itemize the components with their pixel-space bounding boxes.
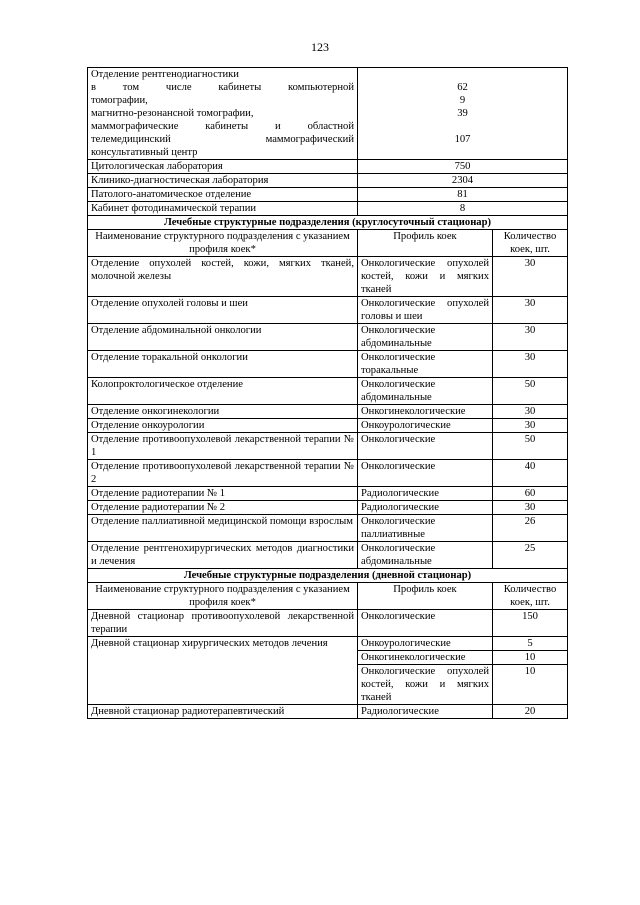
unit-name: Отделение онкоурологии bbox=[88, 419, 358, 433]
bed-count: 30 bbox=[493, 419, 568, 433]
unit-name: Кабинет фотодинамической терапии bbox=[88, 202, 358, 216]
unit-name-line: магнитно-резонансной томографии, bbox=[91, 108, 254, 119]
unit-name: Отделение противоопухолевой лекарственной терапии № 2 bbox=[88, 460, 358, 487]
table-row bbox=[88, 501, 568, 515]
unit-value-line bbox=[361, 146, 564, 159]
bed-count: 30 bbox=[493, 351, 568, 378]
table-row bbox=[88, 257, 568, 297]
bed-count: 150 bbox=[493, 610, 568, 637]
table-row bbox=[88, 705, 568, 719]
bed-profile: Онкологические паллиативные bbox=[358, 515, 493, 542]
table-row bbox=[88, 433, 568, 460]
bed-profile: Онкологические bbox=[358, 610, 493, 637]
unit-name: Дневной стационар противоопухолевой лекарственной терапии bbox=[88, 610, 358, 637]
unit-name: Отделение рентгенохирургических методов диагностики и лечения bbox=[88, 542, 358, 569]
table-row bbox=[88, 637, 568, 651]
header-row bbox=[88, 230, 568, 257]
table-row bbox=[88, 216, 568, 230]
table-row bbox=[88, 487, 568, 501]
unit-value: 2304 bbox=[358, 174, 568, 188]
table-row bbox=[88, 202, 568, 216]
bed-count: 30 bbox=[493, 501, 568, 515]
table-row bbox=[88, 460, 568, 487]
bed-profile: Онкологические торакальные bbox=[358, 351, 493, 378]
table-row bbox=[88, 324, 568, 351]
unit-value-line bbox=[361, 120, 564, 133]
column-header-profile: Профиль коек bbox=[358, 230, 493, 257]
table-row bbox=[88, 68, 568, 160]
bed-count: 50 bbox=[493, 378, 568, 405]
unit-name: Отделение радиотерапии № 2 bbox=[88, 501, 358, 515]
bed-count: 50 bbox=[493, 433, 568, 460]
table-row bbox=[88, 378, 568, 405]
bed-profile: Онкогинекологические bbox=[358, 405, 493, 419]
unit-name: Отделение абдоминальной онкологии bbox=[88, 324, 358, 351]
table-row bbox=[88, 174, 568, 188]
unit-name: Цитологическая лаборатория bbox=[88, 160, 358, 174]
unit-value-line: 39 bbox=[457, 108, 468, 119]
table-row bbox=[88, 542, 568, 569]
bed-profile: Онкологические абдоминальные bbox=[358, 542, 493, 569]
unit-name: Дневной стационар радиотерапевтический bbox=[88, 705, 358, 719]
structure-table bbox=[87, 67, 568, 719]
bed-profile: Онкологические опухолей костей, кожи и мягких тканей bbox=[358, 665, 493, 705]
bed-count: 5 bbox=[493, 637, 568, 651]
unit-name: Колопроктологическое отделение bbox=[88, 378, 358, 405]
bed-count: 10 bbox=[493, 665, 568, 705]
unit-value-line: 62 bbox=[457, 82, 468, 93]
unit-value: 8 bbox=[358, 202, 568, 216]
section-title: Лечебные структурные подразделения (круглосуточный стационар) bbox=[88, 216, 568, 230]
bed-count: 20 bbox=[493, 705, 568, 719]
unit-name: Отделение торакальной онкологии bbox=[88, 351, 358, 378]
unit-name: Патолого-анатомическое отделение bbox=[88, 188, 358, 202]
bed-count: 25 bbox=[493, 542, 568, 569]
table-row bbox=[88, 610, 568, 637]
bed-profile: Радиологические bbox=[358, 501, 493, 515]
table-row bbox=[88, 569, 568, 583]
bed-profile: Онкологические абдоминальные bbox=[358, 324, 493, 351]
section-title: Лечебные структурные подразделения (дневной стационар) bbox=[88, 569, 568, 583]
bed-count: 60 bbox=[493, 487, 568, 501]
unit-value-line: 107 bbox=[454, 134, 471, 145]
table-row bbox=[88, 297, 568, 324]
bed-profile: Онкологические опухолей костей, кожи и мягких тканей bbox=[358, 257, 493, 297]
bed-profile: Онкоурологические bbox=[358, 637, 493, 651]
bed-profile: Онкоурологические bbox=[358, 419, 493, 433]
unit-value-line bbox=[361, 68, 564, 81]
header-row bbox=[88, 583, 568, 610]
unit-value bbox=[358, 68, 568, 160]
column-header-profile: Профиль коек bbox=[358, 583, 493, 610]
unit-name: Дневной стационар хирургических методов лечения bbox=[88, 637, 358, 705]
bed-count: 26 bbox=[493, 515, 568, 542]
bed-profile: Онкогинекологические bbox=[358, 651, 493, 665]
unit-name: Отделение опухолей головы и шеи bbox=[88, 297, 358, 324]
unit-name: Отделение радиотерапии № 1 bbox=[88, 487, 358, 501]
unit-name-line: в том числе кабинеты компьютерной bbox=[91, 82, 354, 93]
bed-count: 10 bbox=[493, 651, 568, 665]
column-header-name: Наименование структурного подразделения с указанием профиля коек* bbox=[88, 230, 358, 257]
unit-name: Клинико-диагностическая лаборатория bbox=[88, 174, 358, 188]
page-number: 123 bbox=[311, 40, 329, 54]
table-row bbox=[88, 419, 568, 433]
bed-profile: Онкологические bbox=[358, 460, 493, 487]
bed-count: 30 bbox=[493, 405, 568, 419]
unit-name-line: Отделение рентгенодиагностики bbox=[91, 69, 239, 80]
table-row bbox=[88, 188, 568, 202]
unit-name-line: маммографические кабинеты и областной bbox=[91, 121, 354, 132]
bed-profile: Онкологические абдоминальные bbox=[358, 378, 493, 405]
table-row bbox=[88, 515, 568, 542]
bed-count: 40 bbox=[493, 460, 568, 487]
table-row bbox=[88, 351, 568, 378]
bed-profile: Онкологические опухолей головы и шеи bbox=[358, 297, 493, 324]
bed-profile: Радиологические bbox=[358, 705, 493, 719]
unit-name: Отделение онкогинекологии bbox=[88, 405, 358, 419]
unit-value-line: 9 bbox=[459, 95, 466, 106]
unit-name: Отделение опухолей костей, кожи, мягких тканей, молочной железы bbox=[88, 257, 358, 297]
unit-name: Отделение паллиативной медицинской помощи взрослым bbox=[88, 515, 358, 542]
unit-name bbox=[88, 68, 358, 160]
bed-count: 30 bbox=[493, 324, 568, 351]
column-header-beds: Количество коек, шт. bbox=[493, 583, 568, 610]
bed-count: 30 bbox=[493, 297, 568, 324]
unit-name-line: консультативный центр bbox=[91, 147, 198, 158]
table-row bbox=[88, 160, 568, 174]
unit-value: 750 bbox=[358, 160, 568, 174]
column-header-beds: Количество коек, шт. bbox=[493, 230, 568, 257]
bed-profile: Онкологические bbox=[358, 433, 493, 460]
unit-name-line: телемедицинский маммографический bbox=[91, 134, 354, 145]
column-header-name: Наименование структурного подразделения с указанием профиля коек* bbox=[88, 583, 358, 610]
bed-count: 30 bbox=[493, 257, 568, 297]
unit-value: 81 bbox=[358, 188, 568, 202]
table-row bbox=[88, 405, 568, 419]
bed-profile: Радиологические bbox=[358, 487, 493, 501]
unit-name: Отделение противоопухолевой лекарственной терапии № 1 bbox=[88, 433, 358, 460]
unit-name-line: томографии, bbox=[91, 95, 148, 106]
